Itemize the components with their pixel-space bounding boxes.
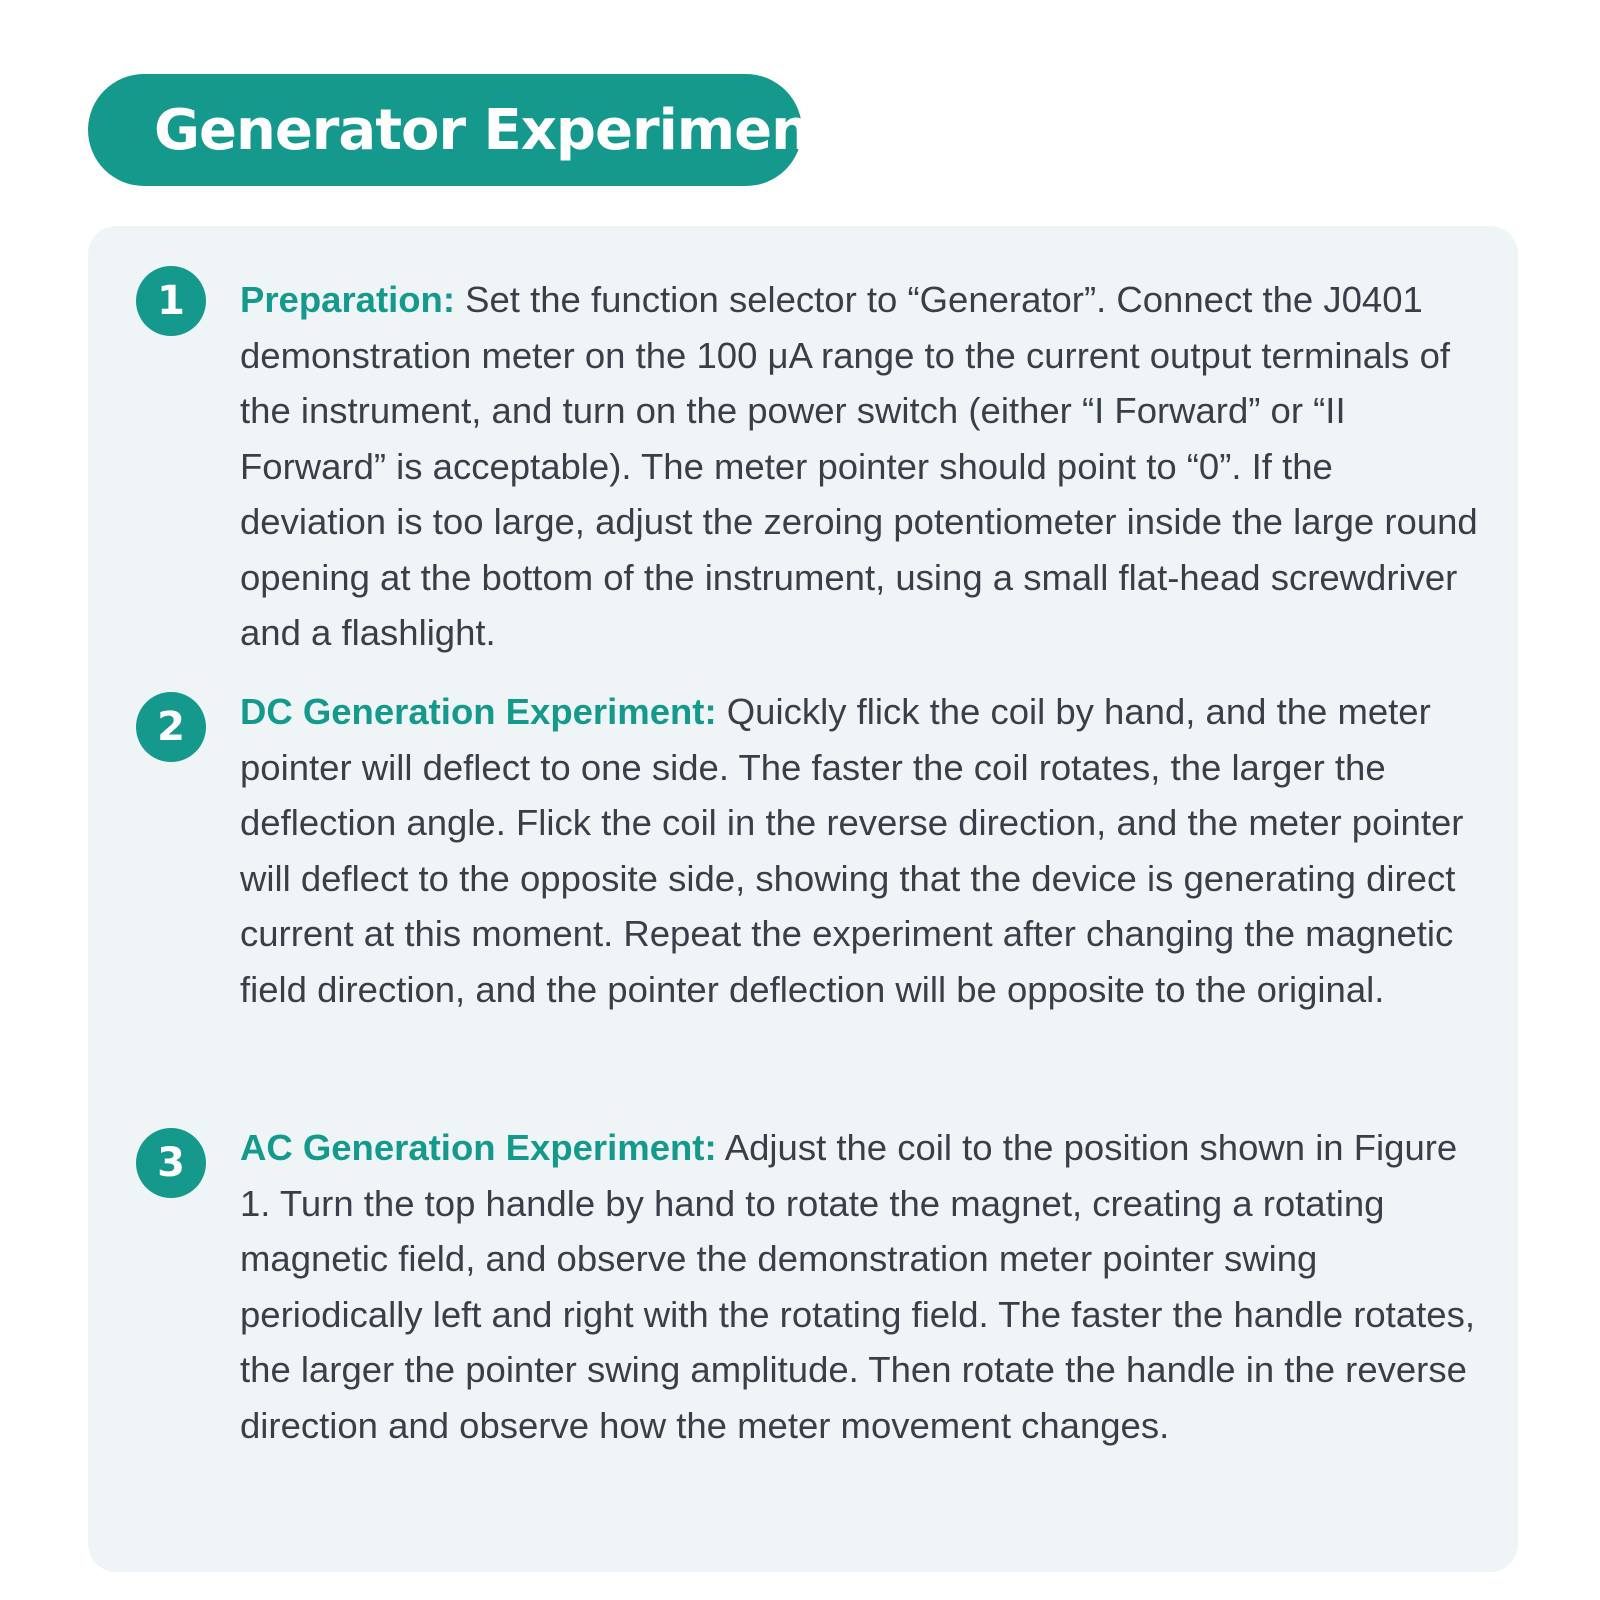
step-text: Set the function selector to “Generator”. Connect the J0401 demonstration meter on the 100 μA range to the current output terminals of the instrument, and turn on the power switch (either “I Forward” or “II Forward” is acceptable). The meter pointer should point to “0”. If the deviation is too large, adjust the zeroing potentiometer inside the large round opening at the bottom of the instrument, using a small flat-head screwdriver and a flashlight. [240, 279, 1478, 653]
step-text: Adjust the coil to the position shown in Figure 1. Turn the top handle by hand to rotate the magnet, creating a rotating magnetic field, and observe the demonstration meter pointer swing periodically left and right with the rotating field. The faster the handle rotates, the larger the pointer swing amplitude. Then rotate the handle in the reverse direction and observe how the meter movement changes. [240, 1127, 1475, 1446]
step-heading: DC Generation Experiment: [240, 691, 717, 732]
title-banner [88, 74, 836, 186]
step-number-badge: 1 [136, 266, 206, 336]
step-heading: Preparation: [240, 279, 455, 320]
step-number-badge: 2 [136, 692, 206, 762]
step-description [240, 1120, 1480, 1453]
step-text: Quickly flick the coil by hand, and the meter pointer will deflect to one side. The faster the coil rotates, the larger the deflection angle. Flick the coil in the reverse direction, and the meter pointer will deflect to the opposite side, showing that the device is generating direct current at this moment. Repeat the experiment after changing the magnetic field direction, and the pointer deflection will be opposite to the original. [240, 691, 1464, 1010]
step-description [240, 272, 1480, 661]
step-number-badge: 3 [136, 1128, 206, 1198]
step-description [240, 684, 1480, 1017]
instructions-card [88, 226, 1518, 1572]
page-title: Generator Experiment [154, 97, 836, 163]
step-heading: AC Generation Experiment: [240, 1127, 717, 1168]
